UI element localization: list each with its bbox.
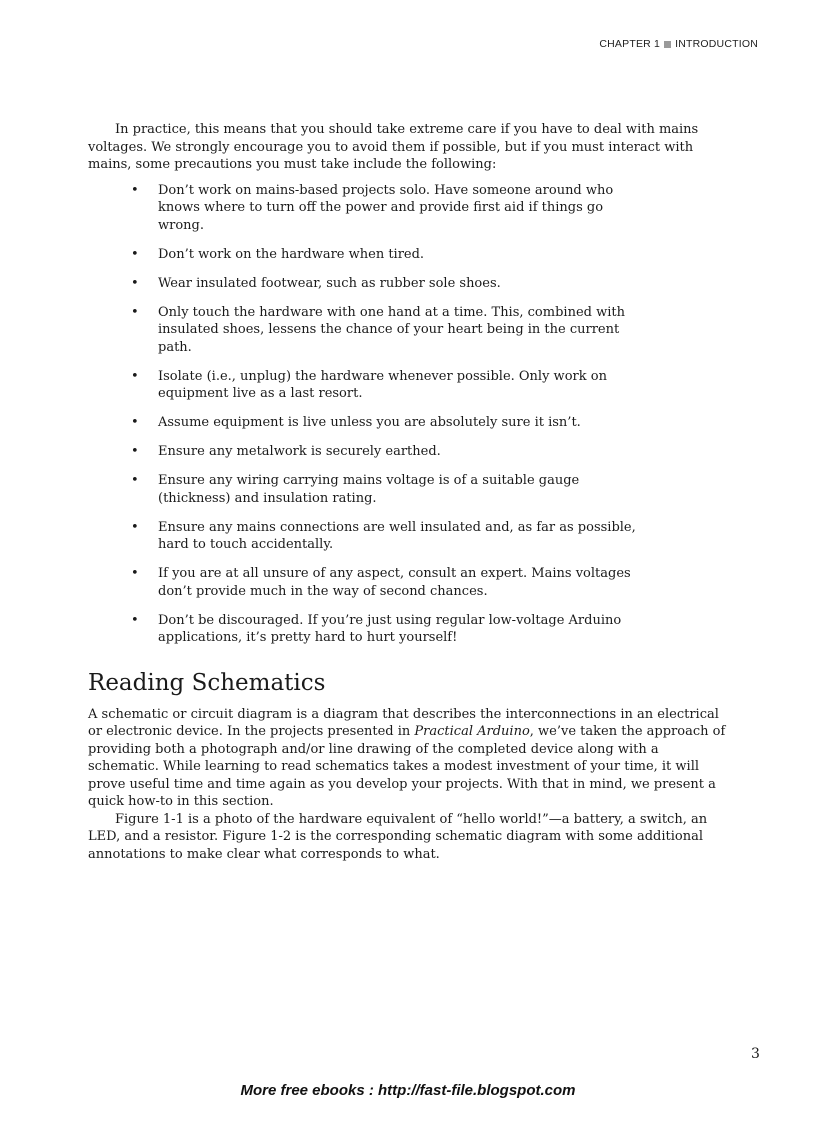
list-item: • Ensure any metalwork is securely earthed. bbox=[88, 443, 643, 461]
list-item: • Isolate (i.e., unplug) the hardware whenever possible. Only work on equipment live as a last resort. bbox=[88, 368, 643, 403]
page-body bbox=[88, 121, 730, 863]
book-title: Practical Arduino bbox=[414, 724, 530, 739]
precautions-list bbox=[88, 182, 730, 647]
chapter-label: CHAPTER 1 bbox=[599, 38, 661, 50]
list-item: • Don’t work on the hardware when tired. bbox=[88, 246, 643, 264]
schematics-text-before: A schematic or circuit diagram is a diagram that describes the interconnections in an electrical or electronic device. In the projects presented in bbox=[88, 706, 719, 739]
running-header bbox=[599, 38, 758, 50]
figure-paragraph: Figure 1-1 is a photo of the hardware equivalent of “hello world!”—a battery, a switch, an LED, and a resistor. Figure 1-2 is the corresponding schematic diagram with some additional annotations to make clear what corresponds to what. bbox=[88, 811, 708, 862]
schematics-text-after: , we’ve taken the approach of providing both a photograph and/or line drawing of the completed device along with a schematic. While learning to read schematics takes a modest investment of your time, it will prove useful time and time again as you develop your projects. With that in mind, we present a quick how-to in this section. bbox=[88, 724, 726, 809]
square-separator-icon bbox=[664, 41, 671, 48]
list-item: • Ensure any wiring carrying mains voltage is of a suitable gauge (thickness) and insulation rating. bbox=[88, 472, 643, 507]
list-item: • Don’t be discouraged. If you’re just using regular low-voltage Arduino applications, it’s pretty hard to hurt yourself! bbox=[88, 612, 643, 647]
footer-link-text: More free ebooks : http://fast-file.blogspot.com bbox=[240, 1082, 576, 1099]
list-item: • Ensure any mains connections are well insulated and, as far as possible, hard to touch accidentally. bbox=[88, 519, 643, 554]
schematics-paragraph bbox=[88, 706, 730, 811]
list-item: • Don’t work on mains-based projects solo. Have someone around who knows where to turn off the power and provide first aid if things go wrong. bbox=[88, 182, 643, 235]
page-number: 3 bbox=[751, 1046, 760, 1062]
intro-paragraph: In practice, this means that you should take extreme care if you have to deal with mains voltages. We strongly encourage you to avoid them if possible, but if you must interact with mains, some precautions you must take include the following: bbox=[88, 122, 699, 172]
list-item: • Assume equipment is live unless you are absolutely sure it isn’t. bbox=[88, 414, 643, 432]
section-heading: Reading Schematics bbox=[88, 669, 326, 696]
list-item: • Only touch the hardware with one hand at a time. This, combined with insulated shoes, lessens the chance of your heart being in the current path. bbox=[88, 304, 643, 357]
list-item: • Wear insulated footwear, such as rubber sole shoes. bbox=[88, 275, 643, 293]
list-item: • If you are at all unsure of any aspect, consult an expert. Mains voltages don’t provide much in the way of second chances. bbox=[88, 565, 643, 600]
section-label: INTRODUCTION bbox=[675, 38, 758, 50]
